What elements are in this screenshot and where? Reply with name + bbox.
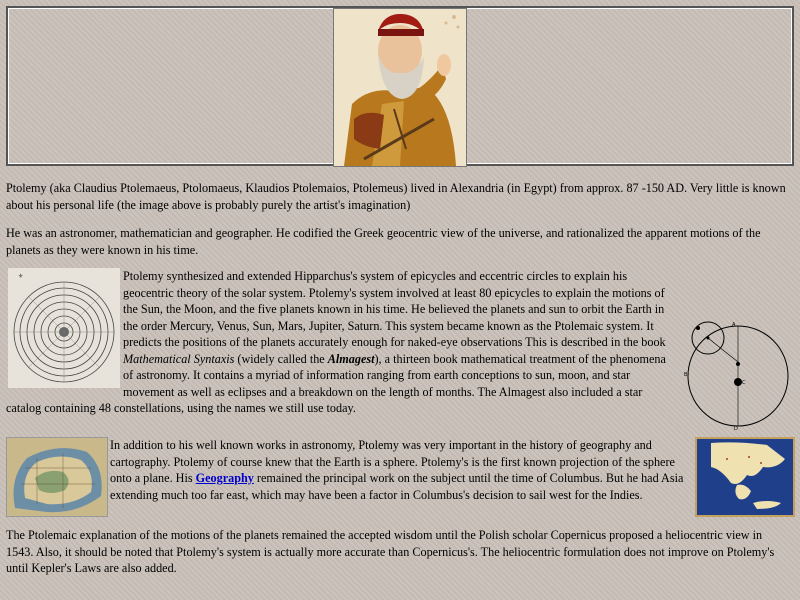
system-text-1: Ptolemy synthesized and extended Hipparchus's system of epicycles and eccentric circles to explain his geocentric theory of the solar system. Ptolemy's system involved at least 80 epicycles to explain the motions of the Sun, the Moon, and the five planets known in his time. He believed the planets and sun to orbit the Earth in the order Mercury, Venus, Sun, Mars, Jupiter, Saturn. This system became known as the Ptolemaic system. It predicts the positions of the planets accurately enough for naked-eye observations This is described in the book: [123, 269, 666, 349]
diagram-label-c: C: [742, 380, 746, 386]
ptolemy-portrait: [333, 8, 467, 167]
book-title-almagest: Almagest: [327, 351, 375, 366]
system-text-3: ), a thirteen book mathematical treatment of the phenomena of astronomy. It contains a myriad of information ranging from earth conceptions to sun, moon, and star movement as well as eclipses and a breakdown on the length of months. The Almagest also included a star catalog containing 48 constellations, using the names we still use today.: [6, 351, 666, 415]
intro-paragraph: Ptolemy (aka Claudius Ptolemaeus, Ptolomaeus, Klaudios Ptolemaios, Ptolemeus) lived in Alexandria (in Egypt) from approx. 87 -150 AD. Very little is known about his personal life (the image above is probably purely the artist's imagination): [6, 181, 786, 212]
system-text-2: (widely called the: [234, 351, 328, 366]
svg-text:⚜: ⚜: [18, 273, 24, 280]
conclusion-paragraph: The Ptolemaic explanation of the motions of the planets remained the accepted wisdom until the Polish scholar Copernicus proposed a heliocentric view in 1543. Also, it should be noted that Ptolemy's system is actually more accurate than Copernicus's. The heliocentric formulation does not improve on Ptolemy's until Kepler's Laws are also added.: [6, 528, 775, 575]
system-paragraph: [6, 268, 792, 417]
geography-text-2: remained the principal work on the subject until the time of Columbus. But he had Asia extending much too far east, which may have been a factor in Columbus's decision to sail west for the Indies.: [110, 471, 684, 502]
geography-link[interactable]: Geography: [195, 471, 254, 485]
geography-paragraph: [6, 437, 792, 517]
diagram-label-a: A: [732, 322, 736, 328]
diagram-label-d: D: [734, 426, 738, 430]
book-title-syntaxis: Mathematical Syntaxis: [123, 351, 235, 366]
diagram-label-b: B: [684, 372, 688, 378]
geography-text-1: In addition to his well known works in astronomy, Ptolemy was very important in the history of geography and cartography. Ptolemy of course knew that the Earth is a sphere. Ptolemy's is the first known projection of the sphere onto a plane. His: [110, 438, 675, 485]
bio-paragraph: He was an astronomer, mathematician and geographer. He codified the Greek geocentric view of the universe, and rationalized the apparent motions of the planets as they were known in his time.: [6, 226, 761, 257]
